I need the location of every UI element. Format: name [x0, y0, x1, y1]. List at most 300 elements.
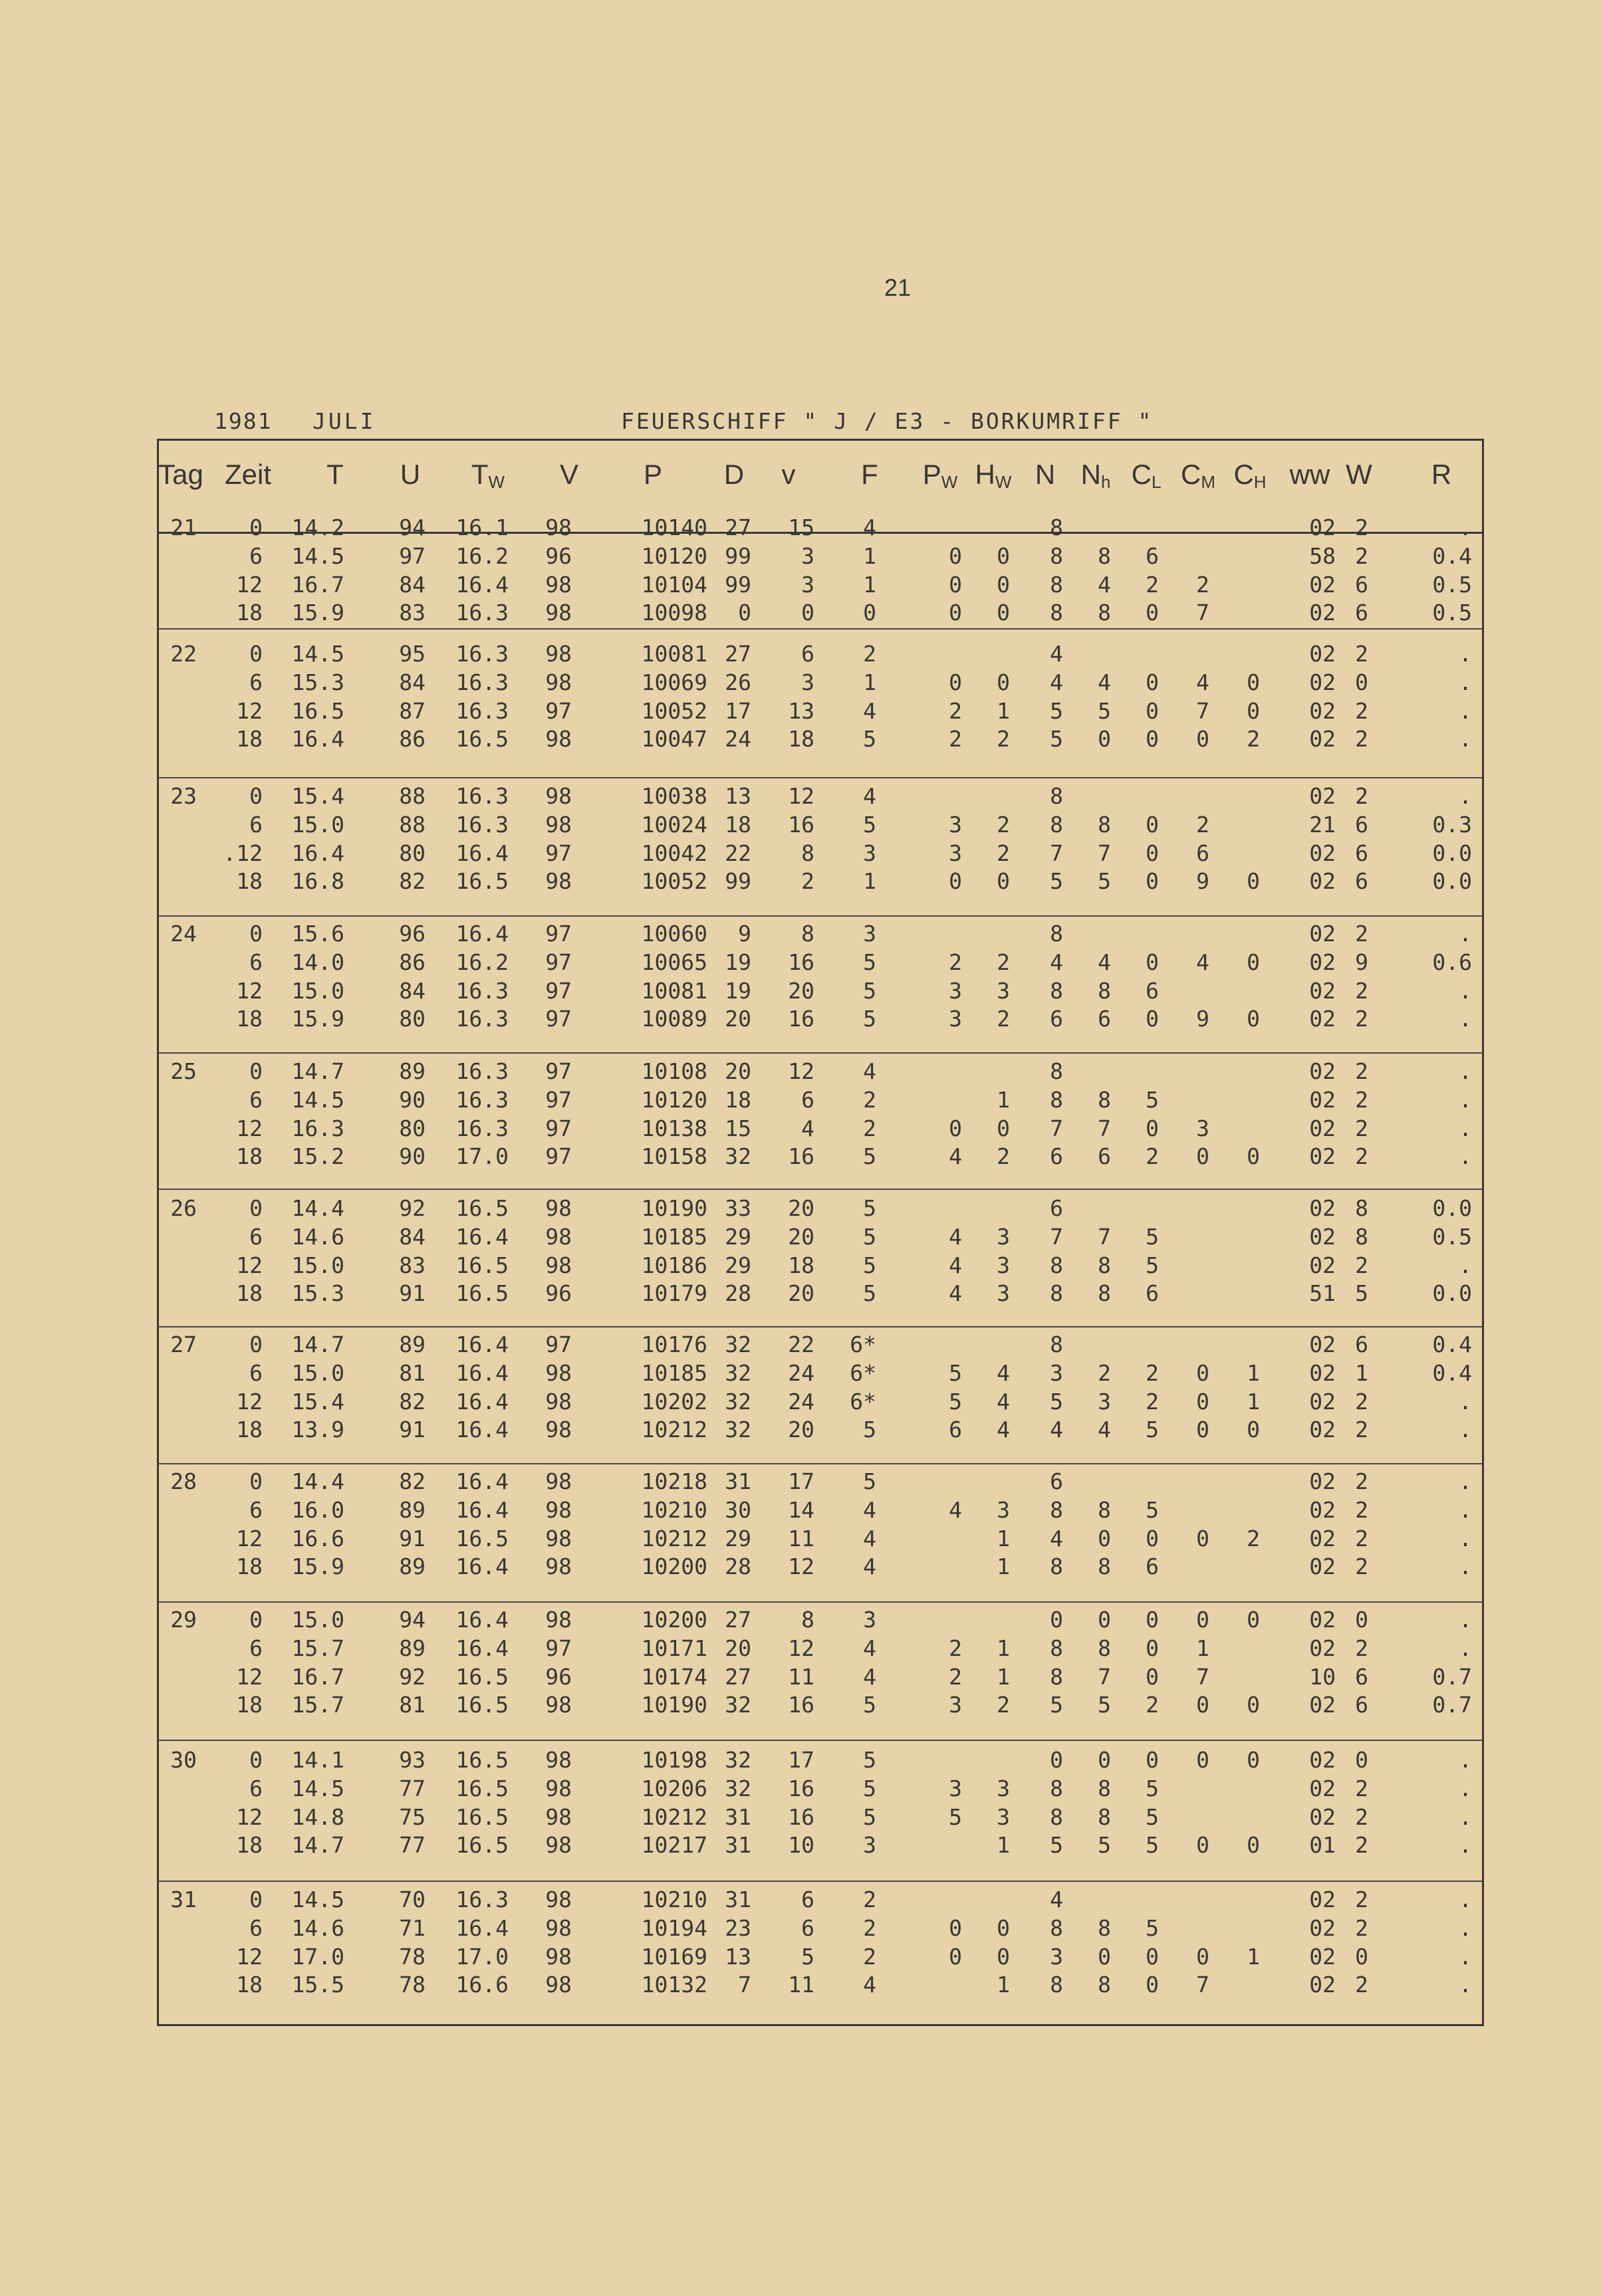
cell-w: 2	[1355, 1553, 1368, 1579]
cell-d: 99	[725, 868, 751, 894]
cell-r: .	[1459, 1832, 1472, 1858]
cell-v: 20	[788, 978, 814, 1004]
cell-p: 10098	[641, 600, 707, 626]
cell-v: 98	[545, 812, 572, 838]
cell-r: .	[1459, 1143, 1472, 1169]
cell-t: 16.8	[291, 868, 344, 894]
cell-hw: 2	[997, 726, 1010, 752]
cell-pw: 0	[949, 572, 962, 598]
cell-tw: 16.5	[455, 1832, 509, 1858]
cell-tag: 28	[170, 1468, 197, 1494]
cell-v: 12	[788, 1553, 814, 1579]
cell-tw: 16.3	[455, 1058, 509, 1084]
cell-w: 2	[1355, 641, 1368, 667]
header-year: 1981	[214, 408, 273, 434]
cell-u: 89	[399, 1058, 426, 1084]
cell-hw: 2	[997, 949, 1010, 975]
cell-ww: 02	[1309, 949, 1336, 975]
cell-n: 8	[1050, 1804, 1063, 1830]
cell-pw: 5	[949, 1389, 962, 1415]
cell-r: 0.4	[1432, 543, 1472, 569]
cell-tw: 16.4	[455, 1635, 509, 1661]
cell-ch: 2	[1247, 726, 1260, 752]
cell-u: 77	[399, 1832, 426, 1858]
cell-p: 10069	[641, 669, 707, 695]
cell-t: 14.5	[291, 1776, 344, 1801]
cell-d: 32	[725, 1143, 751, 1169]
cell-v: 16	[788, 1776, 814, 1801]
cell-r: 0.5	[1432, 600, 1472, 626]
cell-t: 15.9	[291, 1006, 344, 1032]
cell-f: 4	[863, 1497, 876, 1523]
cell-v: 11	[788, 1664, 814, 1690]
cell-tag: 26	[170, 1195, 197, 1221]
cell-v: 4	[801, 1115, 814, 1141]
cell-w: 2	[1355, 1389, 1368, 1415]
cell-v: 97	[545, 1635, 572, 1661]
cell-pw: 5	[949, 1360, 962, 1386]
cell-r: .	[1459, 978, 1472, 1004]
cell-cl: 0	[1146, 812, 1159, 838]
cell-p: 10194	[641, 1915, 707, 1941]
cell-zeit: 6	[249, 1915, 263, 1941]
cell-r: .	[1459, 1747, 1472, 1773]
cell-v: 3	[801, 572, 814, 598]
cell-f: 4	[863, 515, 876, 540]
cell-f: 4	[863, 1635, 876, 1661]
cell-ww: 02	[1309, 1692, 1336, 1718]
cell-p: 10038	[641, 783, 707, 809]
cell-cm: 7	[1196, 1664, 1209, 1690]
cell-v: 98	[545, 1417, 572, 1442]
cell-t: 15.5	[291, 1972, 344, 1998]
cell-ww: 02	[1309, 1252, 1336, 1278]
cell-p: 10185	[641, 1360, 707, 1386]
cell-w: 2	[1355, 1058, 1368, 1084]
cell-hw: 2	[997, 1006, 1010, 1032]
cell-hw: 4	[997, 1360, 1010, 1386]
cell-cl: 0	[1146, 726, 1159, 752]
cell-ww: 02	[1309, 1607, 1336, 1633]
cell-f: 5	[863, 978, 876, 1004]
cell-zeit: 0	[249, 1468, 263, 1494]
cell-t: 16.3	[291, 1115, 344, 1141]
cell-v: 15	[788, 515, 814, 540]
cell-nh: 8	[1098, 1252, 1111, 1278]
cell-v: 98	[545, 1944, 572, 1970]
cell-ch: 0	[1247, 949, 1260, 975]
cell-t: 14.7	[291, 1331, 344, 1357]
day-divider	[158, 915, 1483, 917]
cell-nh: 6	[1098, 1006, 1111, 1032]
cell-hw: 0	[997, 543, 1010, 569]
cell-v: 24	[788, 1360, 814, 1386]
cell-cl: 0	[1146, 1006, 1159, 1032]
cell-pw: 3	[949, 840, 962, 866]
cell-w: 2	[1355, 1526, 1368, 1551]
cell-f: 5	[863, 949, 876, 975]
cell-ch: 0	[1247, 868, 1260, 894]
cell-n: 8	[1050, 812, 1063, 838]
column-header-r: R	[1431, 459, 1452, 490]
cell-n: 8	[1050, 1972, 1063, 1998]
cell-v: 98	[545, 641, 572, 667]
cell-cm: 6	[1196, 840, 1209, 866]
cell-ch: 0	[1247, 1607, 1260, 1633]
cell-v: 20	[788, 1195, 814, 1221]
column-header-hw: $H_W$	[975, 459, 1012, 492]
cell-ww: 02	[1309, 1331, 1336, 1357]
cell-u: 78	[399, 1972, 426, 1998]
cell-r: .	[1459, 1389, 1472, 1415]
cell-cm: 4	[1196, 669, 1209, 695]
cell-tag: 30	[170, 1747, 197, 1773]
cell-zeit: 0	[249, 1331, 263, 1357]
cell-f: 5	[863, 1692, 876, 1718]
cell-n: 8	[1050, 1331, 1063, 1357]
cell-nh: 7	[1098, 1664, 1111, 1690]
cell-n: 7	[1050, 1115, 1063, 1141]
cell-v: 3	[801, 543, 814, 569]
cell-d: 29	[725, 1224, 751, 1250]
cell-tag: 31	[170, 1887, 197, 1912]
cell-w: 2	[1355, 543, 1368, 569]
cell-nh: 8	[1098, 1497, 1111, 1523]
cell-tw: 16.4	[455, 1417, 509, 1442]
cell-tw: 16.3	[455, 978, 509, 1004]
cell-v: 98	[545, 1224, 572, 1250]
cell-cm: 0	[1196, 1526, 1209, 1551]
cell-tw: 16.4	[455, 1360, 509, 1386]
cell-pw: 0	[949, 1915, 962, 1941]
cell-r: .	[1459, 1497, 1472, 1523]
cell-nh: 8	[1098, 1087, 1111, 1113]
cell-n: 8	[1050, 1280, 1063, 1306]
cell-ch: 1	[1247, 1389, 1260, 1415]
cell-w: 2	[1355, 1252, 1368, 1278]
cell-d: 99	[725, 572, 751, 598]
column-header-n: N	[1035, 459, 1056, 490]
cell-t: 14.2	[291, 515, 344, 540]
cell-nh: 0	[1098, 1607, 1111, 1633]
cell-pw: 4	[949, 1280, 962, 1306]
cell-zeit: 12	[236, 1944, 263, 1970]
cell-ww: 02	[1309, 1915, 1336, 1941]
cell-v: 98	[545, 1497, 572, 1523]
cell-t: 13.9	[291, 1417, 344, 1442]
cell-u: 86	[399, 949, 426, 975]
cell-r: .	[1459, 669, 1472, 695]
cell-d: 22	[725, 840, 751, 866]
cell-nh: 2	[1098, 1360, 1111, 1386]
cell-p: 10176	[641, 1331, 707, 1357]
cell-hw: 3	[997, 978, 1010, 1004]
cell-zeit: 6	[249, 949, 263, 975]
cell-ww: 02	[1309, 1143, 1336, 1169]
cell-n: 8	[1050, 572, 1063, 598]
cell-r: .	[1459, 1058, 1472, 1084]
cell-w: 0	[1355, 1747, 1368, 1773]
cell-ww: 58	[1309, 543, 1336, 569]
cell-n: 5	[1050, 698, 1063, 724]
cell-f: 2	[863, 1915, 876, 1941]
cell-t: 14.5	[291, 1887, 344, 1912]
cell-pw: 2	[949, 1664, 962, 1690]
cell-d: 23	[725, 1915, 751, 1941]
cell-r: .	[1459, 1526, 1472, 1551]
cell-d: 32	[725, 1360, 751, 1386]
cell-cm: 0	[1196, 726, 1209, 752]
cell-v: 10	[788, 1832, 814, 1858]
cell-w: 0	[1355, 1607, 1368, 1633]
cell-f: 3	[863, 840, 876, 866]
cell-d: 20	[725, 1058, 751, 1084]
cell-r: 0.5	[1432, 1224, 1472, 1250]
cell-hw: 3	[997, 1497, 1010, 1523]
cell-tw: 16.4	[455, 1224, 509, 1250]
cell-hw: 0	[997, 1115, 1010, 1141]
cell-v: 98	[545, 1972, 572, 1998]
cell-p: 10169	[641, 1944, 707, 1970]
cell-pw: 5	[949, 1804, 962, 1830]
cell-n: 5	[1050, 1389, 1063, 1415]
cell-r: 0.0	[1432, 1195, 1472, 1221]
cell-v: 97	[545, 1143, 572, 1169]
cell-p: 10200	[641, 1553, 707, 1579]
cell-t: 14.5	[291, 641, 344, 667]
cell-zeit: 18	[236, 1692, 263, 1718]
cell-ww: 02	[1309, 1389, 1336, 1415]
cell-ww: 02	[1309, 1526, 1336, 1551]
cell-w: 2	[1355, 1468, 1368, 1494]
day-divider	[158, 1189, 1483, 1190]
cell-cl: 5	[1146, 1087, 1159, 1113]
cell-f: 2	[863, 1087, 876, 1113]
cell-ww: 02	[1309, 1087, 1336, 1113]
cell-tw: 16.2	[455, 543, 509, 569]
cell-v: 98	[545, 1468, 572, 1494]
cell-d: 9	[738, 921, 751, 947]
cell-r: .	[1459, 921, 1472, 947]
cell-cm: 9	[1196, 1006, 1209, 1032]
cell-n: 8	[1050, 600, 1063, 626]
cell-r: .	[1459, 1944, 1472, 1970]
cell-zeit: 18	[236, 1006, 263, 1032]
cell-d: 19	[725, 978, 751, 1004]
cell-t: 15.7	[291, 1635, 344, 1661]
cell-v: 98	[545, 1360, 572, 1386]
cell-v: 96	[545, 543, 572, 569]
cell-w: 6	[1355, 1331, 1368, 1357]
cell-nh: 4	[1098, 1417, 1111, 1442]
cell-pw: 6	[949, 1417, 962, 1442]
cell-u: 88	[399, 812, 426, 838]
cell-p: 10060	[641, 921, 707, 947]
cell-u: 94	[399, 515, 426, 540]
cell-u: 89	[399, 1553, 426, 1579]
cell-p: 10190	[641, 1692, 707, 1718]
cell-f: 5	[863, 1006, 876, 1032]
cell-w: 0	[1355, 1944, 1368, 1970]
cell-p: 10065	[641, 949, 707, 975]
cell-f: 1	[863, 543, 876, 569]
cell-v: 17	[788, 1468, 814, 1494]
cell-r: 0.0	[1432, 840, 1472, 866]
cell-f: 4	[863, 783, 876, 809]
cell-p: 10081	[641, 978, 707, 1004]
cell-u: 80	[399, 1115, 426, 1141]
cell-ww: 02	[1309, 1887, 1336, 1912]
cell-p: 10206	[641, 1776, 707, 1801]
cell-nh: 8	[1098, 1915, 1111, 1941]
cell-hw: 1	[997, 1553, 1010, 1579]
cell-zeit: 6	[249, 1497, 263, 1523]
cell-tw: 16.3	[455, 812, 509, 838]
cell-t: 16.7	[291, 1664, 344, 1690]
cell-zeit: 6	[249, 1776, 263, 1801]
day-divider	[158, 1326, 1483, 1327]
cell-u: 70	[399, 1887, 426, 1912]
cell-cm: 0	[1196, 1692, 1209, 1718]
cell-p: 10217	[641, 1832, 707, 1858]
cell-nh: 8	[1098, 600, 1111, 626]
cell-p: 10186	[641, 1252, 707, 1278]
cell-u: 71	[399, 1915, 426, 1941]
cell-r: 0.7	[1432, 1692, 1472, 1718]
cell-cl: 5	[1146, 1224, 1159, 1250]
cell-ww: 02	[1309, 669, 1336, 695]
cell-f: 4	[863, 1553, 876, 1579]
cell-f: 4	[863, 1664, 876, 1690]
cell-p: 10185	[641, 1224, 707, 1250]
cell-cm: 1	[1196, 1635, 1209, 1661]
cell-u: 92	[399, 1664, 426, 1690]
cell-t: 14.1	[291, 1747, 344, 1773]
cell-d: 32	[725, 1417, 751, 1442]
cell-f: 5	[863, 1224, 876, 1250]
cell-zeit: 18	[236, 1972, 263, 1998]
cell-f: 2	[863, 1944, 876, 1970]
cell-tw: 16.4	[455, 840, 509, 866]
cell-hw: 3	[997, 1280, 1010, 1306]
column-header-d: D	[723, 459, 745, 490]
cell-zeit: 6	[249, 812, 263, 838]
cell-tw: 16.5	[455, 1747, 509, 1773]
cell-tw: 16.4	[455, 1553, 509, 1579]
cell-nh: 0	[1098, 1747, 1111, 1773]
cell-u: 91	[399, 1526, 426, 1551]
cell-cm: 7	[1196, 1972, 1209, 1998]
cell-cl: 5	[1146, 1804, 1159, 1830]
cell-r: .	[1459, 1087, 1472, 1113]
cell-pw: 0	[949, 868, 962, 894]
cell-hw: 0	[997, 1944, 1010, 1970]
column-header-u: U	[400, 459, 421, 490]
cell-pw: 4	[949, 1497, 962, 1523]
cell-w: 1	[1355, 1360, 1368, 1386]
cell-hw: 3	[997, 1776, 1010, 1801]
cell-tw: 16.4	[455, 1468, 509, 1494]
cell-t: 15.0	[291, 1360, 344, 1386]
cell-v: 8	[801, 1607, 814, 1633]
cell-u: 93	[399, 1747, 426, 1773]
column-header-ww: ww	[1289, 459, 1330, 490]
cell-cl: 0	[1146, 1115, 1159, 1141]
cell-ww: 51	[1309, 1280, 1336, 1306]
cell-v: 5	[801, 1944, 814, 1970]
cell-cl: 5	[1146, 1915, 1159, 1941]
cell-v: 6	[801, 1915, 814, 1941]
column-header-ch: $C_H$	[1233, 459, 1267, 492]
cell-v: 98	[545, 783, 572, 809]
cell-cl: 2	[1146, 1143, 1159, 1169]
cell-cl: 0	[1146, 698, 1159, 724]
cell-t: 15.4	[291, 783, 344, 809]
day-divider	[158, 1740, 1483, 1741]
column-header-v: V	[559, 459, 579, 490]
cell-v: 20	[788, 1280, 814, 1306]
cell-r: .	[1459, 1607, 1472, 1633]
cell-n: 8	[1050, 1776, 1063, 1801]
cell-w: 2	[1355, 1915, 1368, 1941]
cell-f: 3	[863, 1832, 876, 1858]
cell-d: 32	[725, 1747, 751, 1773]
cell-hw: 2	[997, 1692, 1010, 1718]
cell-d: 7	[738, 1972, 751, 1998]
cell-ww: 02	[1309, 1776, 1336, 1801]
cell-tw: 16.5	[455, 1776, 509, 1801]
cell-cm: 7	[1196, 698, 1209, 724]
cell-hw: 1	[997, 1087, 1010, 1113]
cell-zeit: 0	[249, 1747, 263, 1773]
cell-p: 10120	[641, 1087, 707, 1113]
cell-ww: 02	[1309, 1224, 1336, 1250]
cell-r: 0.7	[1432, 1664, 1472, 1690]
column-header-nh: $N_h$	[1080, 459, 1111, 492]
cell-tw: 16.2	[455, 949, 509, 975]
cell-nh: 6	[1098, 1143, 1111, 1169]
cell-v: 16	[788, 1692, 814, 1718]
cell-zeit: 6	[249, 1360, 263, 1386]
cell-cl: 5	[1146, 1832, 1159, 1858]
cell-v: 12	[788, 1635, 814, 1661]
cell-f: 5	[863, 1143, 876, 1169]
cell-ww: 10	[1309, 1664, 1336, 1690]
cell-zeit: 6	[249, 1224, 263, 1250]
cell-u: 84	[399, 1224, 426, 1250]
cell-p: 10132	[641, 1972, 707, 1998]
cell-tw: 16.5	[455, 1280, 509, 1306]
cell-v: 11	[788, 1526, 814, 1551]
cell-p: 10158	[641, 1143, 707, 1169]
cell-n: 8	[1050, 783, 1063, 809]
cell-zeit: 18	[236, 1143, 263, 1169]
cell-n: 7	[1050, 1224, 1063, 1250]
cell-v: 98	[545, 1915, 572, 1941]
header-divider	[157, 532, 1484, 534]
cell-tw: 16.5	[455, 1804, 509, 1830]
cell-v: 16	[788, 1006, 814, 1032]
cell-tag: 23	[170, 783, 197, 809]
cell-d: 31	[725, 1804, 751, 1830]
cell-n: 8	[1050, 1252, 1063, 1278]
cell-nh: 5	[1098, 1832, 1111, 1858]
cell-zeit: 12	[236, 1115, 263, 1141]
cell-hw: 1	[997, 1635, 1010, 1661]
cell-cl: 0	[1146, 1635, 1159, 1661]
cell-u: 90	[399, 1087, 426, 1113]
cell-p: 10138	[641, 1115, 707, 1141]
